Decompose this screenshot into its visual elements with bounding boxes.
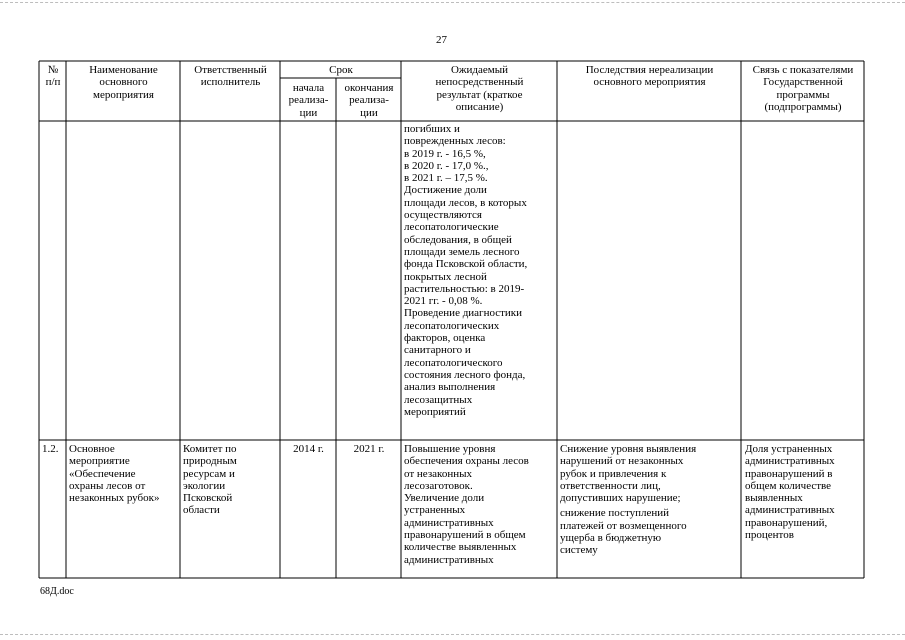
- footer-filename: 68Д.doc: [40, 586, 74, 597]
- header-num: № п/п: [45, 64, 61, 89]
- page-number: 27: [436, 34, 447, 46]
- row-name: Основное мероприятие «Обеспечение охраны лесов от незаконных рубок»: [69, 443, 160, 505]
- row-start: 2014 г.: [293, 443, 324, 455]
- row-consequences-1: Снижение уровня выявления нарушений от незаконных рубок и привлечения к ответственности лиц, допустивших нарушение;: [560, 443, 697, 505]
- header-end: окончания реализа- ции: [344, 82, 394, 119]
- header-term: Срок: [329, 64, 353, 76]
- header-consequences: Последствия нереализации основного мероприятия: [585, 64, 714, 89]
- header-executor: Ответственный исполнитель: [194, 64, 267, 89]
- row-end: 2021 г.: [353, 443, 385, 455]
- row-result: Повышение уровня обеспечения охраны лесов от незаконных лесозаготовок. Увеличение доли устраненных административных правонарушений в общем количестве выявленных административных: [404, 443, 529, 566]
- header-link: Связь с показателями Государственной программы (подпрограммы): [752, 64, 854, 113]
- header-start: начала реализа- ции: [288, 82, 329, 119]
- row-num: 1.2.: [42, 443, 59, 455]
- row-executor: Комитет по природным ресурсам и экологии Псковской области: [183, 443, 237, 517]
- continued-result-text: погибших и поврежденных лесов: в 2019 г. - 16,5 %, в 2020 г. - 17,0 %., в 2021 г. – 17,5 %. Достижение доли площади лесов, в которых осуществляются лесопатологические обследования, в общей площади земель лесного фонда Псковской области, покрытых лесной растительностью: в 2019- 2021 гг. - 0,08 %. Проведение диагностики лесопатологических факторов, оценка санитарного и лесопатологического состояния лесного фонда, анализ выполнения лесозащитных мероприятий: [404, 123, 528, 418]
- row-link: Доля устраненных административных правонарушений в общем количестве выявленных административных правонарушений, процентов: [745, 443, 835, 542]
- row-consequences-2: снижение поступлений платежей от возмещенного ущерба в бюджетную систему: [560, 507, 687, 557]
- header-result: Ожидаемый непосредственный результат (краткое описание): [435, 64, 524, 113]
- header-name: Наименование основного мероприятия: [89, 64, 158, 101]
